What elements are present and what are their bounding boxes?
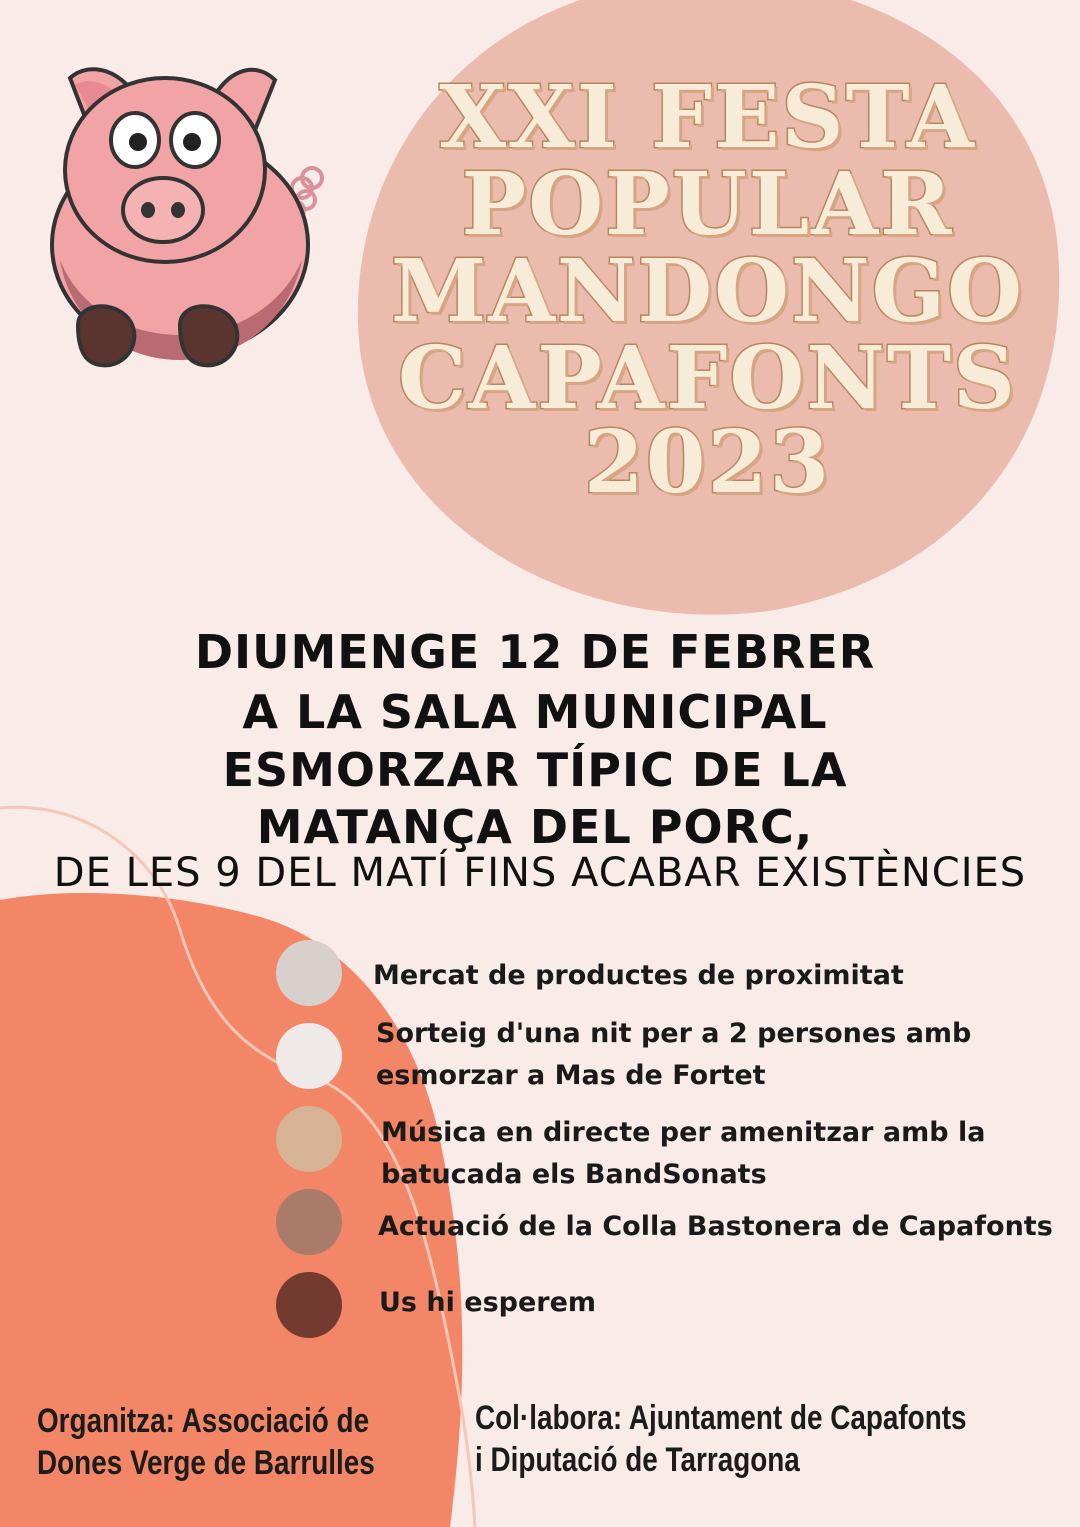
pig-icon bbox=[30, 60, 340, 380]
event-description-2: MATANÇA DEL PORC, bbox=[256, 800, 814, 854]
activity-item-2-line2: esmorzar a Mas de Fortet bbox=[376, 1060, 766, 1091]
activity-dot-2 bbox=[276, 1023, 342, 1089]
collaborator-credit bbox=[475, 1397, 967, 1481]
activity-dot-4 bbox=[276, 1189, 342, 1255]
event-hours: DE LES 9 DEL MATÍ FINS ACABAR EXISTÈNCIES bbox=[53, 850, 1027, 896]
organizer-line-2: Dones Verge de Barrulles bbox=[37, 1444, 375, 1482]
activity-item-1-text: Mercat de productes de proximitat bbox=[373, 960, 904, 991]
activity-item-5-text: Us hi esperem bbox=[379, 1287, 597, 1318]
activity-item-3-line1: Música en directe per amenitzar amb la bbox=[381, 1117, 986, 1148]
event-description-1: ESMORZAR TÍPIC DE LA bbox=[222, 743, 848, 797]
title-line-4: CAPAFONTS bbox=[398, 328, 1017, 429]
activity-dot-3 bbox=[276, 1106, 342, 1172]
activity-dot-5 bbox=[276, 1272, 342, 1338]
activity-item-3-line2: batucada els BandSonats bbox=[381, 1159, 767, 1190]
title-line-5: 2023 bbox=[583, 412, 832, 513]
activity-item-3 bbox=[381, 1112, 985, 1196]
event-location: A LA SALA MUNICIPAL bbox=[242, 685, 828, 739]
collaborator-line-2: i Diputació de Tarragona bbox=[475, 1441, 800, 1479]
activity-item-4 bbox=[378, 1206, 1053, 1248]
event-date: DIUMENGE 12 DE FEBRER bbox=[194, 625, 876, 679]
activity-item-2 bbox=[376, 1013, 971, 1097]
collaborator-line-1: Col·labora: Ajuntament de Capafonts bbox=[475, 1399, 967, 1437]
activity-item-4-text: Actuació de la Colla Bastonera de Capafonts bbox=[378, 1211, 1053, 1242]
title-line-3: MANDONGO bbox=[391, 241, 1024, 342]
title-line-2: POPULAR bbox=[461, 154, 954, 255]
activity-item-5 bbox=[379, 1282, 596, 1324]
organizer-line-1: Organitza: Associació de bbox=[37, 1402, 370, 1440]
organizer-credit bbox=[37, 1400, 375, 1484]
activity-dot-1 bbox=[276, 940, 342, 1006]
activity-item-1 bbox=[373, 955, 904, 997]
title-line-1: XXI FESTA bbox=[439, 67, 976, 168]
activity-item-2-line1: Sorteig d'una nit per a 2 persones amb bbox=[376, 1018, 972, 1049]
